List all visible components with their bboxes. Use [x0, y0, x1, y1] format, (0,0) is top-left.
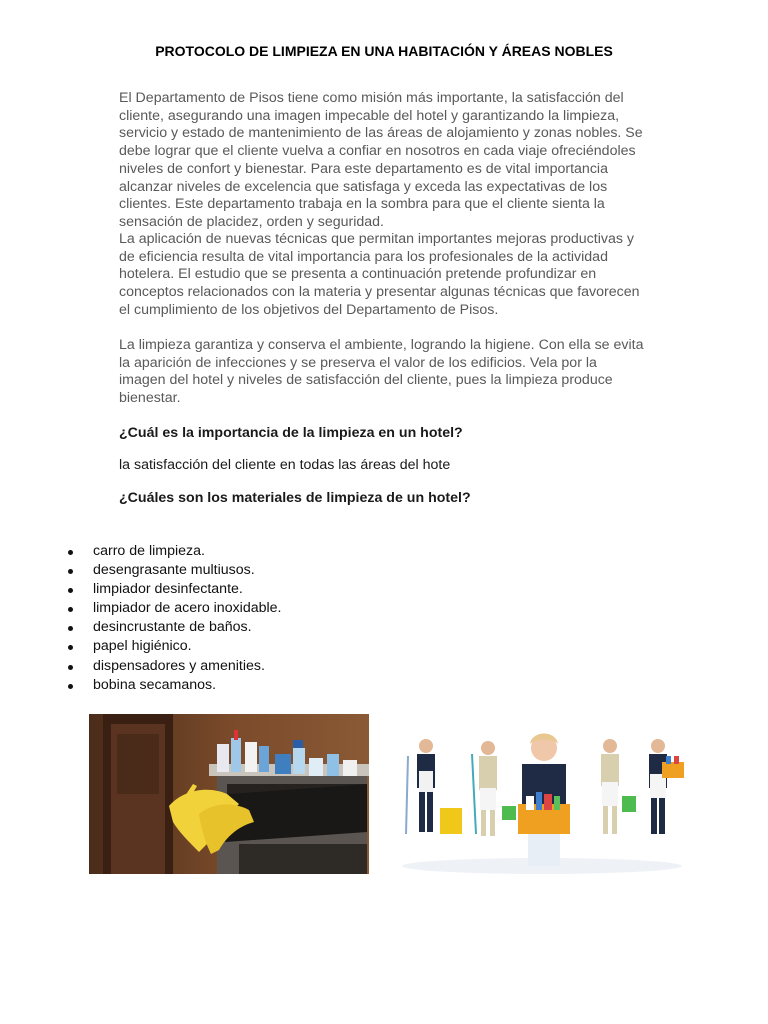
bullet-icon: [68, 665, 73, 670]
cleaning-staff-photo: [396, 726, 688, 874]
bullet-icon: [68, 626, 73, 631]
bullet-icon: [68, 645, 73, 650]
list-item: limpiador desinfectante.: [66, 580, 282, 599]
list-item: dispensadores y amenities.: [66, 657, 282, 676]
list-item: limpiador de acero inoxidable.: [66, 599, 282, 618]
techniques-paragraph: La aplicación de nuevas técnicas que permitan importantes mejoras productivas y de eficiencia resulta de vital importancia para los profesionales de la actividad hotelera. El estudio que se presenta a continuación pretende profundizar en conceptos relacionados con la materia y presentar algunas técnicas que favorecen el cumplimiento de los objetivos del Departamento de Pisos.: [119, 231, 640, 318]
bullet-icon: [68, 684, 73, 689]
list-item: carro de limpieza.: [66, 542, 282, 561]
cleaning-cart-photo: [89, 714, 369, 874]
question-importance: ¿Cuál es la importancia de la limpieza en un hotel?: [119, 425, 463, 441]
bullet-icon: [68, 569, 73, 574]
list-item: desincrustante de baños.: [66, 618, 282, 637]
intro-paragraph: El Departamento de Pisos tiene como misión más importante, la satisfacción del cliente, asegurando una imagen impecable del hotel y garantizando la limpieza, servicio y estado de mantenimiento de las áreas de alojamiento y zonas nobles. Se debe lograr que el cliente vuelva a confiar en nosotros en cada viaje ofreciéndoles niveles de confort y bienestar. Para este departamento es de vital importancia alcanzar niveles de excelencia que satisfaga y exceda las expectativas de los clientes. Este departamento trabaja en la sombra para que el cliente sienta la sensación de placidez, orden y seguridad.: [119, 90, 643, 230]
list-item: desengrasante multiusos.: [66, 561, 282, 580]
question-materials: ¿Cuáles son los materiales de limpieza de un hotel?: [119, 490, 471, 506]
bullet-icon: [68, 607, 73, 612]
materials-list: [66, 542, 282, 695]
document-title: PROTOCOLO DE LIMPIEZA EN UNA HABITACIÓN Y ÁREAS NOBLES: [155, 43, 613, 59]
bullet-icon: [68, 550, 73, 555]
answer-importance: la satisfacción del cliente en todas las áreas del hote: [119, 457, 451, 473]
list-item: bobina secamanos.: [66, 676, 282, 695]
list-item: papel higiénico.: [66, 637, 282, 656]
bullet-icon: [68, 588, 73, 593]
hygiene-paragraph: La limpieza garantiza y conserva el ambiente, logrando la higiene. Con ella se evita la aparición de infecciones y se preserva el valor de los edificios. Vela por la imagen del hotel y niveles de satisfacción del cliente, pues la limpieza produce bienestar.: [119, 337, 644, 407]
